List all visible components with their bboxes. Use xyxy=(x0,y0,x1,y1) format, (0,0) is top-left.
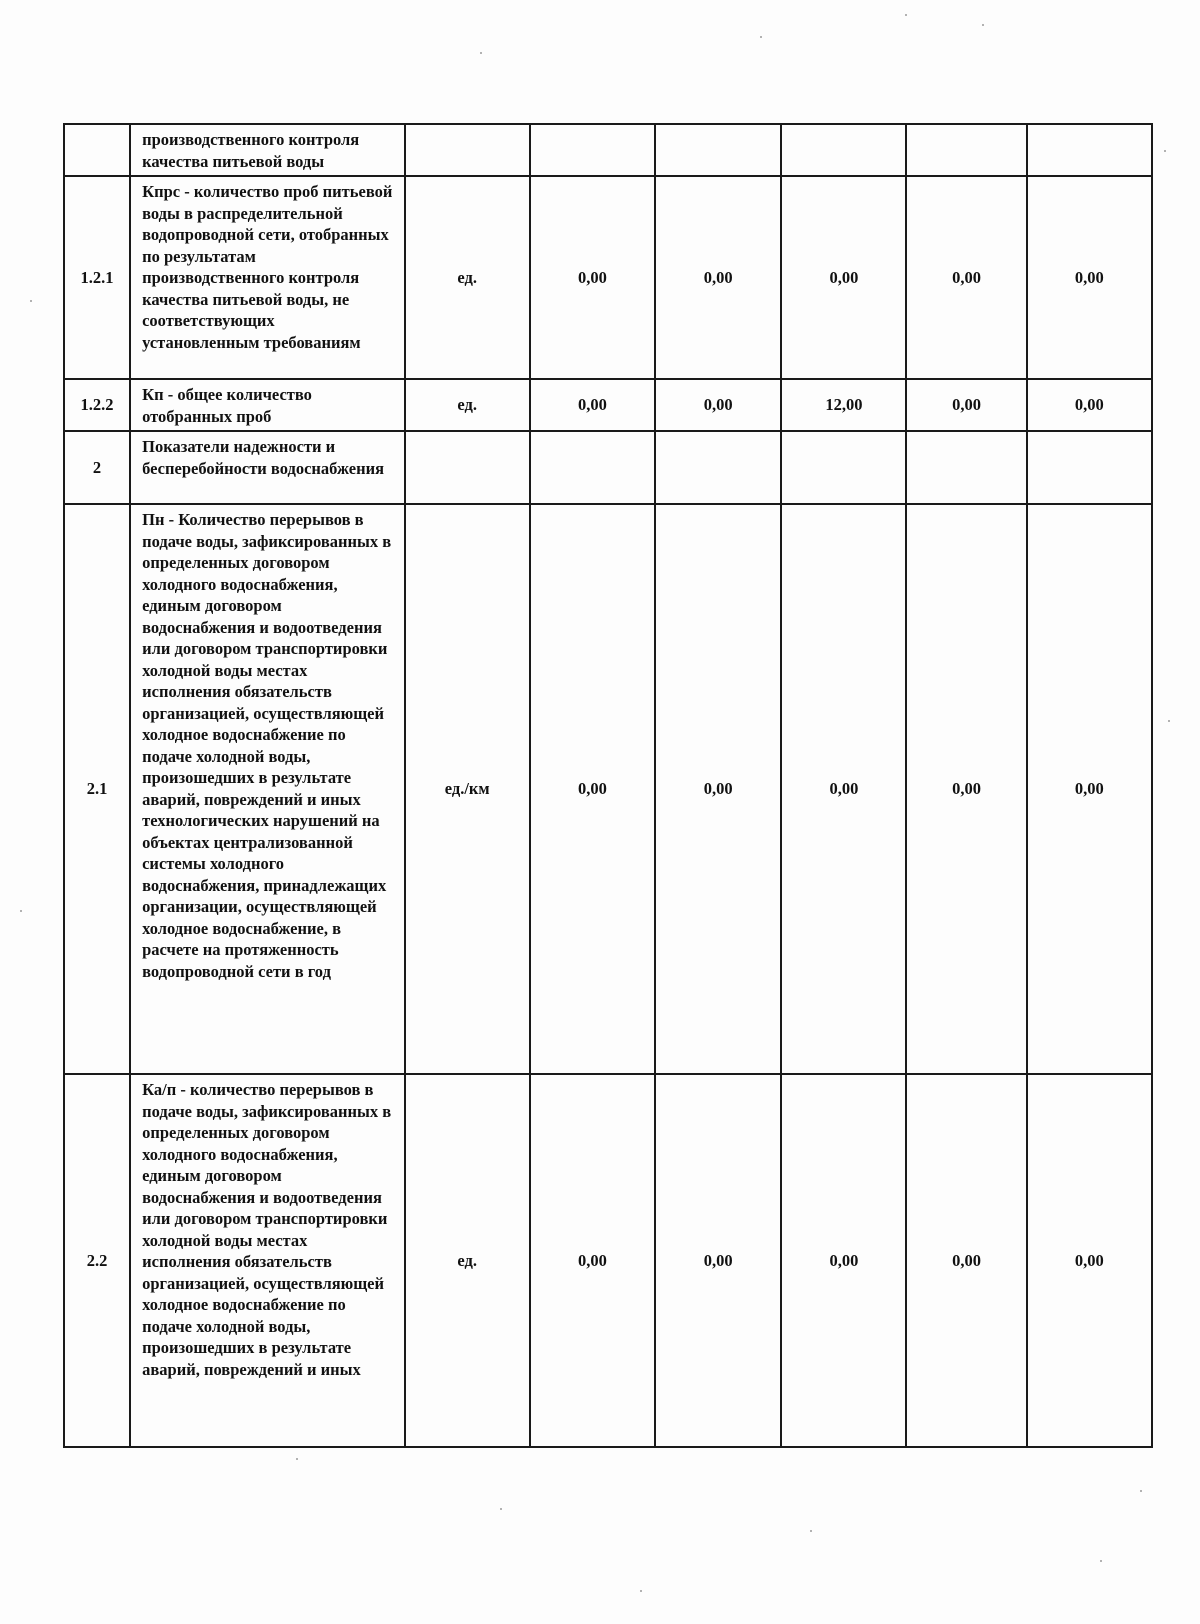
unit-cell xyxy=(405,431,530,504)
value-cell xyxy=(781,124,906,176)
indicator-description: Ка/п - количество перерывов в подаче воды, зафиксированных в определенных договором холодного водоснабжения, единым договором водоснабжения и водоотведения или договором транспортировки холодной воды местах исполнения обязательств организацией, осуществляющей холодное водоснабжение по подаче холодной воды, произошедших в результате аварий, повреждений и иных xyxy=(130,1074,405,1447)
row-number: 2 xyxy=(64,431,130,504)
value-cell: 12,00 xyxy=(781,379,906,431)
row-number: 1.2.2 xyxy=(64,379,130,431)
value-cell: 0,00 xyxy=(655,379,781,431)
value-cell: 0,00 xyxy=(781,504,906,1074)
scan-speck xyxy=(480,52,482,54)
value-cell: 0,00 xyxy=(781,176,906,379)
value-cell: 0,00 xyxy=(906,379,1026,431)
indicator-description: производственного контроля качества питьевой воды xyxy=(130,124,405,176)
table-row xyxy=(64,379,1152,431)
value-cell: 0,00 xyxy=(655,504,781,1074)
value-cell: 0,00 xyxy=(1027,379,1152,431)
section-heading: Показатели надежности и бесперебойности водоснабжения xyxy=(130,431,405,504)
table-row xyxy=(64,124,1152,176)
scan-speck xyxy=(296,1458,298,1460)
value-cell: 0,00 xyxy=(530,504,655,1074)
scan-speck xyxy=(905,14,907,16)
scan-speck xyxy=(1140,1490,1142,1492)
scan-speck xyxy=(20,910,22,912)
indicator-description: Кпрс - количество проб питьевой воды в распределительной водопроводной сети, отобранных по результатам производственного контроля качества питьевой воды, не соответствующих установленным требованиям xyxy=(130,176,405,379)
table-row xyxy=(64,504,1152,1074)
value-cell xyxy=(655,124,781,176)
indicator-description: Пн - Количество перерывов в подаче воды, зафиксированных в определенных договором холодного водоснабжения, единым договором водоснабжения и водоотведения или договором транспортировки холодной воды местах исполнения обязательств организацией, осуществляющей холодное водоснабжение по подаче холодной воды, произошедших в результате аварий, повреждений и иных технологических нарушений на объектах централизованной системы холодного водоснабжения, принадлежащих организации, осуществляющей холодное водоснабжение, в расчете на протяженность водопроводной сети в год xyxy=(130,504,405,1074)
scan-speck xyxy=(982,24,984,26)
table-row xyxy=(64,1074,1152,1447)
value-cell xyxy=(1027,124,1152,176)
scan-speck xyxy=(1100,1560,1102,1562)
scan-speck xyxy=(640,1590,642,1592)
scan-speck xyxy=(810,1530,812,1532)
value-cell: 0,00 xyxy=(906,504,1026,1074)
value-cell xyxy=(781,431,906,504)
unit-cell: ед. xyxy=(405,1074,530,1447)
unit-cell: ед. xyxy=(405,379,530,431)
row-number: 2.2 xyxy=(64,1074,130,1447)
scan-speck xyxy=(760,36,762,38)
scan-speck xyxy=(500,1508,502,1510)
scan-speck xyxy=(30,300,32,302)
indicator-description: Кп - общее количество отобранных проб xyxy=(130,379,405,431)
scan-speck xyxy=(1164,150,1166,152)
row-number: 2.1 xyxy=(64,504,130,1074)
unit-cell: ед./км xyxy=(405,504,530,1074)
value-cell: 0,00 xyxy=(530,1074,655,1447)
value-cell xyxy=(906,431,1026,504)
value-cell: 0,00 xyxy=(1027,1074,1152,1447)
unit-cell xyxy=(405,124,530,176)
value-cell: 0,00 xyxy=(1027,504,1152,1074)
row-number xyxy=(64,124,130,176)
table-row xyxy=(64,176,1152,379)
value-cell: 0,00 xyxy=(530,379,655,431)
scan-speck xyxy=(1168,720,1170,722)
value-cell xyxy=(530,431,655,504)
indicators-table xyxy=(63,123,1153,1448)
value-cell: 0,00 xyxy=(1027,176,1152,379)
value-cell: 0,00 xyxy=(906,176,1026,379)
value-cell: 0,00 xyxy=(530,176,655,379)
value-cell: 0,00 xyxy=(781,1074,906,1447)
value-cell: 0,00 xyxy=(906,1074,1026,1447)
value-cell: 0,00 xyxy=(655,176,781,379)
value-cell xyxy=(906,124,1026,176)
unit-cell: ед. xyxy=(405,176,530,379)
value-cell: 0,00 xyxy=(655,1074,781,1447)
value-cell xyxy=(530,124,655,176)
table-row xyxy=(64,431,1152,504)
value-cell xyxy=(655,431,781,504)
row-number: 1.2.1 xyxy=(64,176,130,379)
value-cell xyxy=(1027,431,1152,504)
